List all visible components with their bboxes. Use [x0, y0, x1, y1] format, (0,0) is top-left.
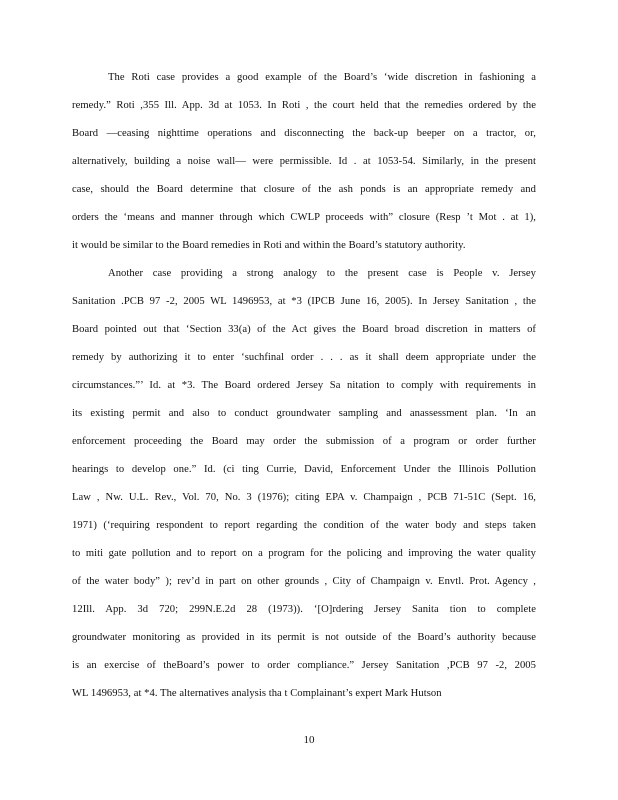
text-line: orders the ‘means and manner through which CWLP proceeds with” closure (Resp ’t Mot . at 1), — [72, 212, 536, 223]
text-line: WL 1496953, at *4. The alternatives analysis tha t Complainant’s expert Mark Hutson — [72, 688, 442, 699]
text-line: case, should the Board determine that closure of the ash ponds is an appropriate remedy and — [72, 184, 536, 195]
text-line: remedy.” Roti ,355 Ill. App. 3d at 1053. In Roti , the court held that the remedies ordered by the — [72, 100, 536, 111]
text-line: Sanitation .PCB 97 -2, 2005 WL 1496953, at *3 (IPCB June 16, 2005). In Jersey Sanitation , the — [72, 296, 536, 307]
text-line: to miti gate pollution and to report on a program for the policing and improving the water quality — [72, 548, 536, 559]
text-line: enforcement proceeding the Board may order the submission of a program or order further — [72, 436, 536, 447]
text-line: its existing permit and also to conduct groundwater sampling and anassessment plan. ‘In an — [72, 408, 536, 419]
text-line: circumstances.”’ Id. at *3. The Board ordered Jersey Sa nitation to comply with requirements in — [72, 380, 536, 391]
text-line: The Roti case provides a good example of the Board’s ‘wide discretion in fashioning a — [108, 72, 536, 83]
page-number: 10 — [303, 734, 315, 746]
text-line: Board —ceasing nighttime operations and disconnecting the back-up beeper on a tractor, or, — [72, 128, 536, 139]
text-line: of the water body” ); rev’d in part on other grounds , City of Champaign v. Envtl. Prot. Agency , — [72, 576, 536, 587]
text-line: is an exercise of theBoard’s power to order compliance.” Jersey Sanitation ,PCB 97 -2, 2005 — [72, 660, 536, 671]
body-text — [72, 64, 536, 708]
text-line: hearings to develop one.” Id. (ci ting Currie, David, Enforcement Under the Illinois Pollution — [72, 464, 536, 475]
text-line: 12Ill. App. 3d 720; 299N.E.2d 28 (1973)). ‘[O]rdering Jersey Sanita tion to complete — [72, 604, 536, 615]
text-line: Law , Nw. U.L. Rev., Vol. 70, No. 3 (1976); citing EPA v. Champaign , PCB 71-51C (Sept. 16, — [72, 492, 536, 503]
text-line: alternatively, building a noise wall— were permissible. Id . at 1053-54. Similarly, in the present — [72, 156, 536, 167]
text-line: Board pointed out that ‘Section 33(a) of the Act gives the Board broad discretion in matters of — [72, 324, 536, 335]
text-line: groundwater monitoring as provided in its permit is not outside of the Board’s authority because — [72, 632, 536, 643]
text-line: remedy by authorizing it to enter ‘suchfinal order . . . as it shall deem appropriate under the — [72, 352, 536, 363]
text-line: it would be similar to the Board remedies in Roti and within the Board’s statutory authority. — [72, 240, 466, 251]
text-line: 1971) (‘requiring respondent to report regarding the condition of the water body and steps taken — [72, 520, 536, 531]
text-line: Another case providing a strong analogy to the present case is People v. Jersey — [108, 268, 536, 279]
